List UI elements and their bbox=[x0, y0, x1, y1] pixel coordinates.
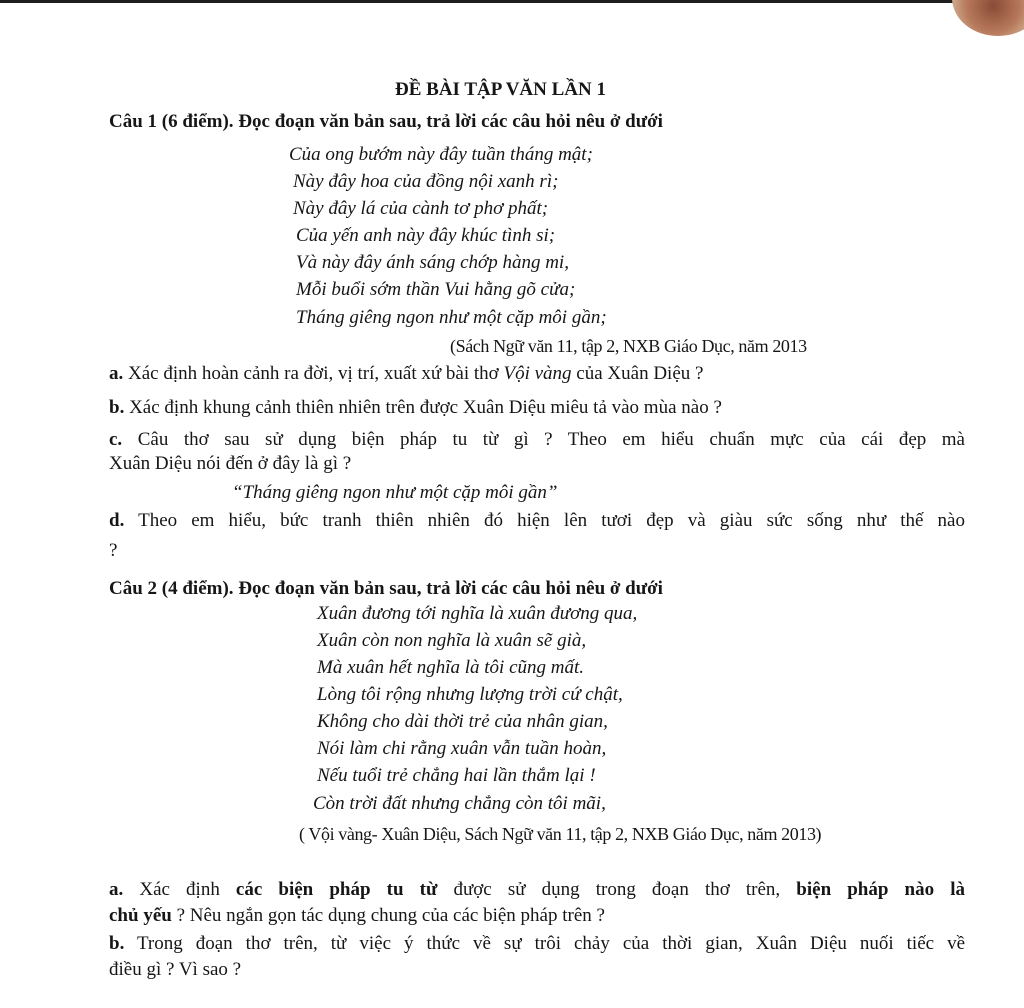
page-title: ĐỀ BÀI TẬP VĂN LẦN 1 bbox=[395, 79, 606, 100]
cau1-instruction: Đọc đoạn văn bản sau, trả lời các câu hỏi nêu ở dưới bbox=[238, 111, 663, 132]
question-text: Xác định bbox=[123, 879, 236, 900]
work-title: Vội vàng bbox=[503, 363, 572, 384]
cau2-heading bbox=[109, 577, 663, 601]
cau1-question-c bbox=[109, 428, 965, 476]
question-text: được sử dụng trong đoạn thơ trên, bbox=[437, 879, 797, 900]
cau2-question-a bbox=[109, 877, 965, 929]
cau1-label: Câu 1 (6 điểm). bbox=[109, 111, 234, 132]
question-marker: c. bbox=[109, 429, 123, 450]
cau1-question-b bbox=[109, 396, 722, 420]
cau2-poem-line: Lòng tôi rộng nhưng lượng trời cứ chật, bbox=[317, 684, 623, 705]
question-text: của Xuân Diệu ? bbox=[571, 363, 704, 384]
cau1-poem-line: Này đây lá của cành tơ phơ phất; bbox=[293, 198, 549, 219]
cau1-source: (Sách Ngữ văn 11, tập 2, NXB Giáo Dục, năm 2013 bbox=[450, 336, 807, 356]
question-text: Câu thơ sau sử dụng biện pháp tu từ gì ? Theo em hiểu chuẩn mực của cái đẹp mà bbox=[122, 429, 965, 450]
question-text: điều gì ? Vì sao ? bbox=[109, 959, 242, 980]
cau2-poem-line: Còn trời đất nhưng chẳng còn tôi mãi, bbox=[313, 793, 606, 814]
cau2-poem-line: Nếu tuổi trẻ chẳng hai lần thắm lại ! bbox=[317, 765, 596, 786]
cau1-poem-line: Của yến anh này đây khúc tình si; bbox=[296, 225, 556, 246]
question-text: ? Nêu ngắn gọn tác dụng chung của các biện pháp trên ? bbox=[171, 905, 605, 926]
cau1-poem-line: Của ong bướm này đây tuần tháng mật; bbox=[289, 144, 593, 165]
cau1-question-d bbox=[109, 509, 965, 563]
top-border-line bbox=[0, 0, 1024, 3]
cau2-source: ( Vội vàng- Xuân Diệu, Sách Ngữ văn 11, tập 2, NXB Giáo Dục, năm 2013) bbox=[299, 824, 822, 844]
cau2-poem-line: Mà xuân hết nghĩa là tôi cũng mất. bbox=[317, 657, 585, 678]
cau2-question-b bbox=[109, 931, 965, 983]
corner-photo-fragment bbox=[952, 0, 1024, 36]
question-text: Xác định hoàn cảnh ra đời, vị trí, xuất xứ bài thơ bbox=[123, 363, 504, 384]
cau2-poem-line: Xuân đương tới nghĩa là xuân đương qua, bbox=[317, 603, 638, 624]
cau2-poem-line: Nói làm chi rằng xuân vẫn tuần hoàn, bbox=[317, 738, 607, 759]
question-text: Trong đoạn thơ trên, từ việc ý thức về sự trôi chảy của thời gian, Xuân Diệu nuối tiếc về bbox=[124, 933, 965, 954]
cau2-label: Câu 2 (4 điểm). bbox=[109, 578, 234, 599]
cau2-instruction: Đọc đoạn văn bản sau, trả lời các câu hỏi nêu ở dưới bbox=[238, 578, 663, 599]
question-marker: d. bbox=[109, 510, 125, 531]
cau2-poem-line: Xuân còn non nghĩa là xuân sẽ già, bbox=[317, 630, 587, 651]
cau1-quote: “Tháng giêng ngon như một cặp môi gần” bbox=[232, 482, 558, 503]
question-text: Theo em hiểu, bức tranh thiên nhiên đó hiện lên tươi đẹp và giàu sức sống như thế nào bbox=[124, 510, 965, 531]
question-text: Xuân Diệu nói đến ở đây là gì ? bbox=[109, 453, 352, 474]
question-marker: b. bbox=[109, 397, 125, 418]
cau1-poem-line: Và này đây ánh sáng chớp hàng mi, bbox=[296, 252, 569, 273]
cau1-poem-line: Này đây hoa của đồng nội xanh rì; bbox=[293, 171, 559, 192]
emphasis-text: các biện pháp tu từ bbox=[235, 879, 438, 900]
question-marker: a. bbox=[109, 363, 124, 384]
question-marker: b. bbox=[109, 933, 125, 954]
cau1-poem-line: Mỗi buổi sớm thần Vui hằng gõ cửa; bbox=[296, 279, 576, 300]
cau1-heading bbox=[109, 110, 663, 134]
cau1-question-a bbox=[109, 362, 703, 386]
question-text: ? bbox=[109, 540, 118, 561]
emphasis-text: biện pháp nào là bbox=[796, 879, 965, 900]
question-marker: a. bbox=[109, 879, 124, 900]
cau2-poem-line: Không cho dài thời trẻ của nhân gian, bbox=[317, 711, 608, 732]
emphasis-text: chủ yếu bbox=[109, 905, 172, 926]
question-text: Xác định khung cảnh thiên nhiên trên được Xuân Diệu miêu tả vào mùa nào ? bbox=[124, 397, 722, 418]
cau1-poem-line: Tháng giêng ngon như một cặp môi gần; bbox=[296, 307, 607, 328]
